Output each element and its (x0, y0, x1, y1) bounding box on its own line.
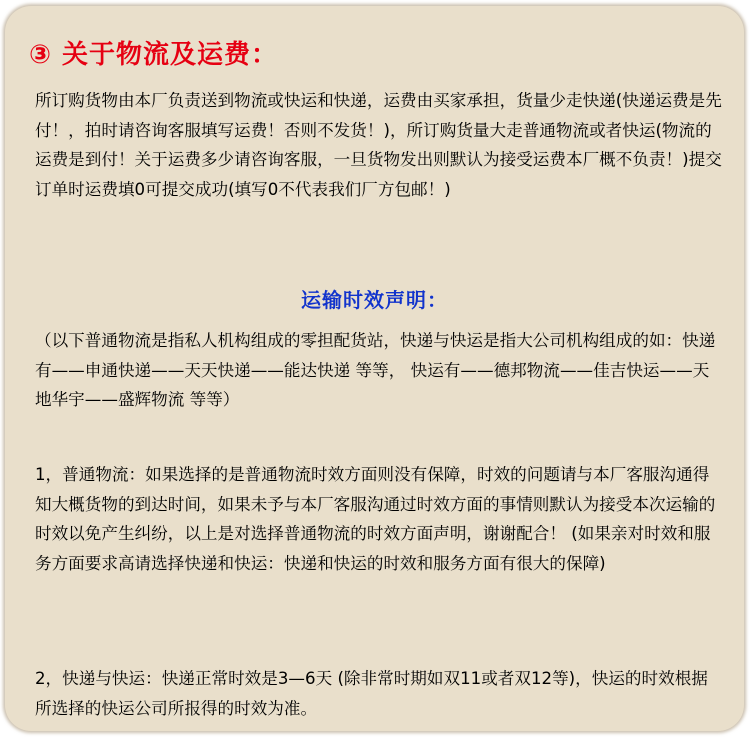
section-heading (29, 34, 278, 71)
section-title: 关于物流及运费： (62, 40, 279, 70)
timeliness-intro: （以下普通物流是指私人机构组成的零担配货站，快递与快运是指大公司机构组成的如：快递有——申通快递——天天快递——能达快递 等等， 快运有——德邦物流——佳吉快运——天地华宇——盛辉物流 等等） (35, 331, 716, 409)
shipping-fee-paragraph: 所订购货物由本厂负责送到物流或快运和快递，运费由买家承担，货量少走快递(快递运费是先付！，拍时请咨询客服填写运费！否则不发货！)，所订购货量大走普通物流或者快运(物流的运费是到付！关于运费多少请咨询客服，一旦货物发出则默认为接受运费本厂概不负责！)提交订单时运费填0可提交成功(填写0不代表我们厂方包邮！) (35, 91, 722, 199)
timeliness-item-2: 2，快递与快运：快递正常时效是3—6天 (除非常时期如双11或者双12等)，快运的时效根据所选择的快运公司所报得的时效为准。 (35, 669, 708, 718)
info-card (5, 6, 744, 731)
section-number: ③ (29, 40, 53, 70)
timeliness-item-1: 1，普通物流：如果选择的是普通物流时效方面则没有保障，时效的问题请与本厂客服沟通得知大概货物的到达时间，如果未予与本厂客服沟通过时效方面的事情则默认为接受本次运输的时效以免产生纠纷，以上是对选择普通物流的时效方面声明，谢谢配合！ (如果亲对时效和服务方面要求高请选择快递和快运：快递和快运的时效和服务方面有很大的保障) (35, 465, 716, 573)
timeliness-title: 运输时效声明： (301, 288, 448, 312)
